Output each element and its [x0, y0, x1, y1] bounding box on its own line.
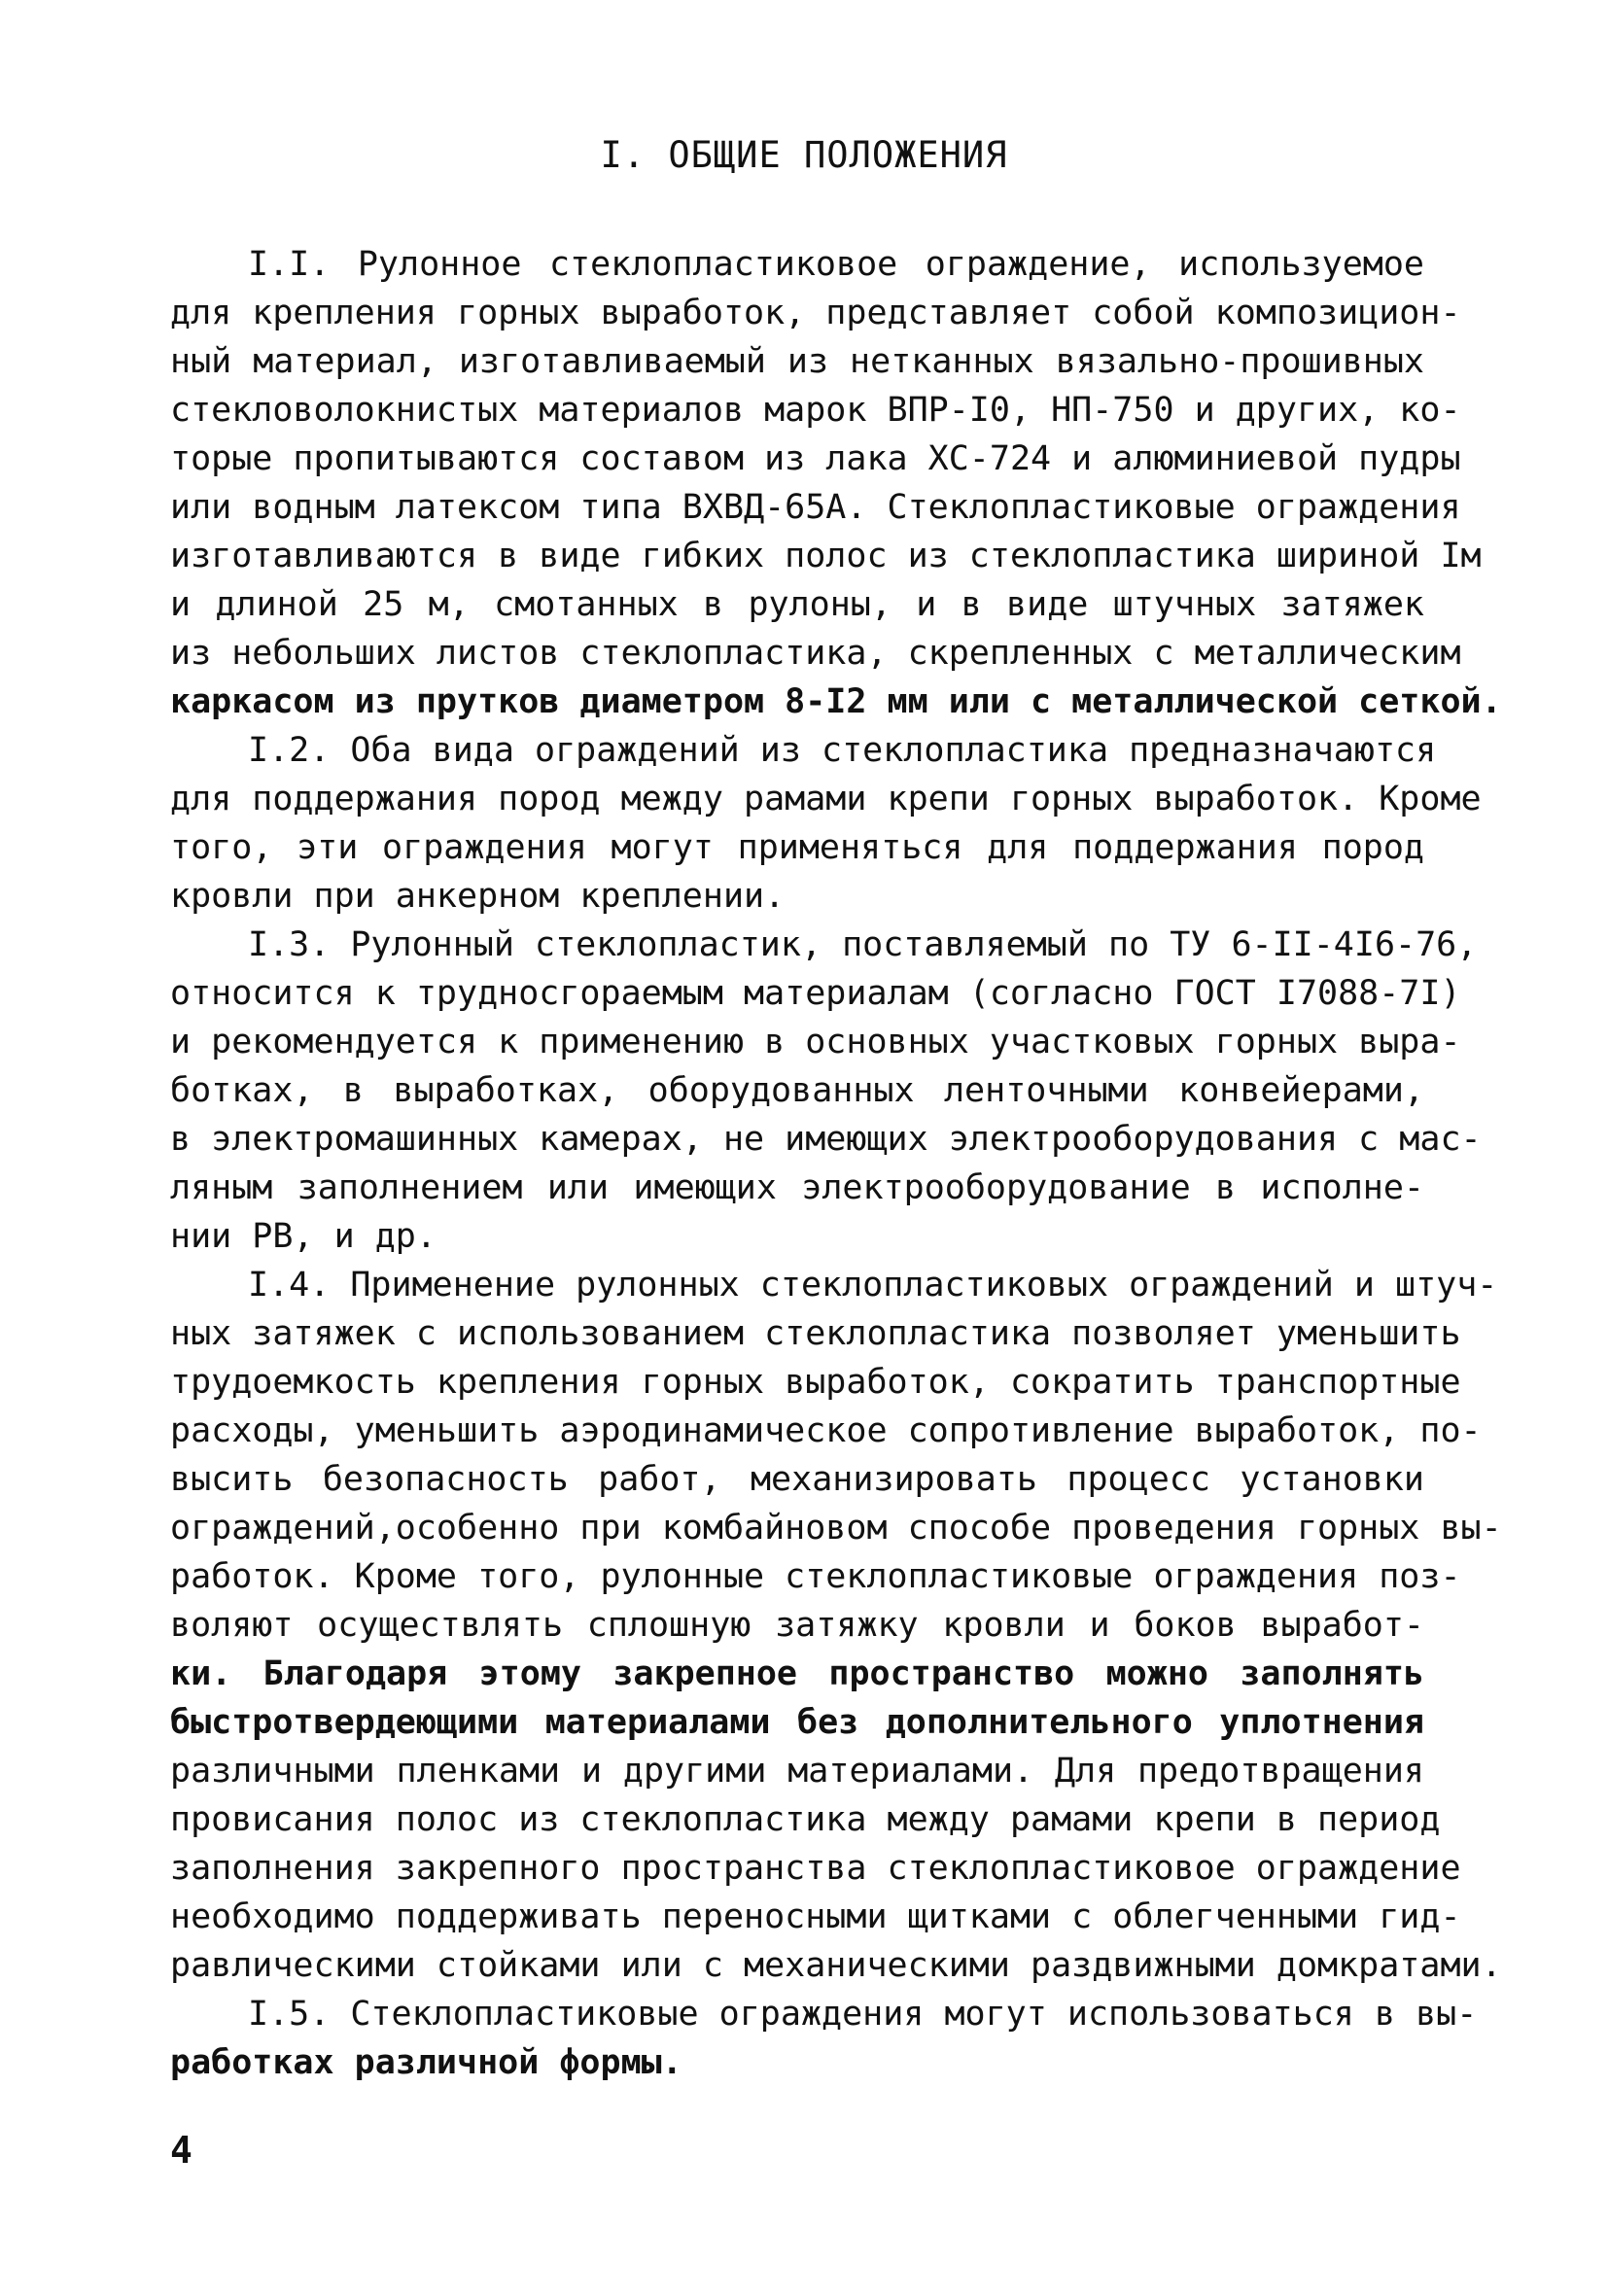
text-line: торые пропитываются составом из лака ХС-724 и алюминиевой пудры: [170, 439, 1461, 478]
text-line: того, эти ограждения могут применяться для поддержания пород: [170, 828, 1424, 867]
page-number: 4: [170, 2129, 192, 2172]
text-line: изготавливаются в виде гибких полос из стеклопластика шириной Iм: [170, 537, 1482, 575]
text-line: трудоемкость крепления горных выработок, сократить транспортные: [170, 1363, 1461, 1402]
text-line: расходы, уменьшить аэродинамическое сопротивление выработок, по-: [170, 1411, 1482, 1450]
text-line: стекловолокнистых материалов марок ВПР-I0, НП-750 и других, ко-: [170, 391, 1461, 430]
text-line: I.2. Оба вида ограждений из стеклопластика предназначаются: [248, 731, 1437, 770]
text-line: ки. Благодаря этому закрепное пространство можно заполнять: [170, 1654, 1424, 1693]
text-line: или водным латексом типа ВХВД-65А. Стеклопластиковые ограждения: [170, 488, 1461, 527]
text-line: ограждений,особенно при комбайновом способе проведения горных вы-: [170, 1509, 1502, 1548]
text-line: заполнения закрепного пространства стеклопластиковое ограждение: [170, 1849, 1461, 1888]
text-line: каркасом из прутков диаметром 8-I2 мм или с металлической сеткой.: [170, 682, 1502, 721]
text-line: ляным заполнением или имеющих электрооборудование в исполне-: [170, 1168, 1424, 1207]
text-line: провисания полос из стеклопластика между рамами крепи в период: [170, 1800, 1441, 1839]
text-line: кровли при анкерном креплении.: [170, 877, 786, 916]
text-line: различными пленками и другими материалами. Для предотвращения: [170, 1752, 1424, 1791]
text-line: из небольших листов стеклопластика, скрепленных с металлическим: [170, 634, 1461, 673]
text-line: равлическими стойками или с механическими раздвижными домкратами.: [170, 1946, 1502, 1985]
text-line: I.5. Стеклопластиковые ограждения могут использоваться в вы-: [248, 1995, 1478, 2034]
text-line: I.4. Применение рулонных стеклопластиковых ограждений и штуч-: [248, 1266, 1498, 1305]
text-line: для поддержания пород между рамами крепи горных выработок. Кроме: [170, 780, 1482, 818]
text-line: быстротвердеющими материалами без дополнительного уплотнения: [170, 1703, 1424, 1742]
text-line: воляют осуществлять сплошную затяжку кровли и боков выработ-: [170, 1606, 1424, 1645]
text-line: относится к трудносгораемым материалам (согласно ГОСТ I7088-7I): [170, 974, 1461, 1013]
text-line: ный материал, изготавливаемый из нетканных вязально-прошивных: [170, 342, 1424, 381]
text-line: нии РВ, и др.: [170, 1217, 437, 1256]
text-line: I.3. Рулонный стеклопластик, поставляемый по ТУ 6-II-4I6-76,: [248, 925, 1478, 964]
text-line: необходимо поддерживать переносными щитками с облегченными гид-: [170, 1897, 1461, 1936]
text-line: работках различной формы.: [170, 2043, 682, 2082]
text-line: и рекомендуется к применению в основных участковых горных выра-: [170, 1023, 1461, 1061]
text-line: работок. Кроме того, рулонные стеклопластиковые ограждения поз-: [170, 1557, 1461, 1596]
text-line: I.I. Рулонное стеклопластиковое ограждение, используемое: [248, 245, 1424, 284]
text-line: высить безопасность работ, механизировать процесс установки: [170, 1460, 1424, 1499]
text-line: для крепления горных выработок, представляет собой композицион-: [170, 294, 1461, 332]
text-line: в электромашинных камерах, не имеющих электрооборудования с мас-: [170, 1120, 1482, 1159]
text-line: и длиной 25 м, смотанных в рулоны, и в виде штучных затяжек: [170, 585, 1424, 624]
text-line: ботках, в выработках, оборудованных ленточными конвейерами,: [170, 1071, 1424, 1110]
page-title: I. ОБЩИЕ ПОЛОЖЕНИЯ: [600, 134, 1008, 176]
text-line: ных затяжек с использованием стеклопластика позволяет уменьшить: [170, 1314, 1461, 1353]
